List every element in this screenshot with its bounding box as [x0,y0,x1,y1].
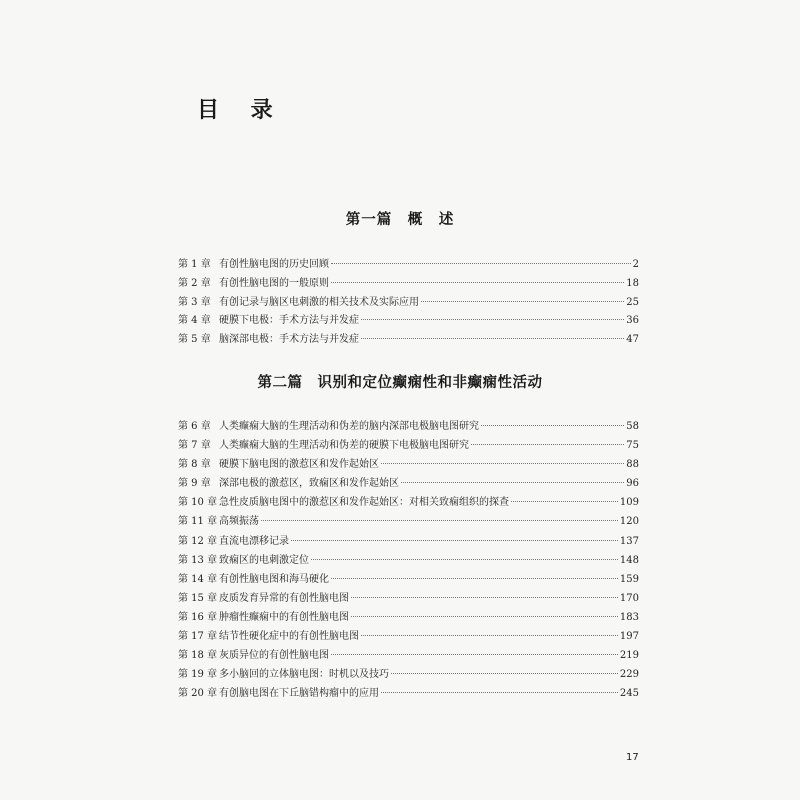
chapter-title: 肿瘤性癫痫中的有创性脑电图 [219,611,349,623]
chapter-number: 第 13 章 [178,554,218,566]
chapter-page-number: 183 [619,611,639,623]
dot-leader [381,692,618,693]
chapter-page-number: 88 [626,459,639,471]
chapter-title: 结节性硬化症中的有创性脑电图 [219,631,359,643]
chapter-title: 高频振荡 [219,516,259,528]
chapter-number: 第 12 章 [178,535,218,547]
toc-row [178,684,639,703]
chapter-number: 第 17 章 [178,631,218,643]
chapter-page-number: 18 [626,277,639,289]
dot-leader [471,444,624,445]
chapter-page-number: 159 [619,573,639,585]
chapter-page-number: 148 [619,554,639,566]
toc-row [178,570,639,589]
dot-leader [311,559,618,560]
chapter-page-number: 170 [619,592,639,604]
dot-leader [331,263,631,264]
dot-leader [481,425,624,426]
chapter-title: 有创记录与脑区电刺激的相关技术及实际应用 [219,296,419,308]
dot-leader [401,482,624,483]
chapter-page-number: 137 [619,535,639,547]
chapter-number: 第 9 章 [178,478,211,490]
dot-leader [351,597,618,598]
chapter-title: 有创性脑电图的历史回顾 [219,259,329,270]
toc-row [178,627,639,646]
part2-toc-list [178,417,639,703]
toc-row [178,312,639,331]
page-title: 目 录 [197,98,285,123]
part2-title: 第二篇 识别和定位癫痫性和非癫痫性活动 [257,375,543,391]
chapter-page-number: 36 [626,315,639,327]
chapter-title: 致痫区的电刺激定位 [219,554,309,566]
chapter-page-number: 47 [626,334,639,346]
chapter-number: 第 16 章 [178,611,218,623]
toc-row [178,331,639,350]
chapter-page-number: 2 [632,259,639,270]
chapter-title: 有创脑电图在下丘脑错构瘤中的应用 [219,688,379,700]
chapter-title: 急性皮质脑电图中的激惹区和发作起始区：对相关致痫组织的探查 [219,497,509,509]
chapter-page-number: 109 [619,497,639,509]
chapter-number: 第 2 章 [178,277,211,289]
chapter-title: 人类癫痫大脑的生理活动和伪差的硬膜下电极脑电图研究 [219,440,469,452]
toc-row [178,474,639,493]
chapter-title: 皮质发育异常的有创性脑电图 [219,592,349,604]
chapter-number: 第 10 章 [178,497,218,509]
toc-row [178,512,639,531]
dot-leader [381,463,624,464]
chapter-page-number: 219 [619,650,639,662]
part1-toc-list [178,256,639,350]
chapter-title: 多小脑回的立体脑电图：时机以及技巧 [219,669,389,681]
chapter-number: 第 14 章 [178,573,218,585]
part1-title: 第一篇 概 述 [345,212,455,228]
dot-leader [361,338,624,339]
toc-row [178,455,639,474]
chapter-page-number: 75 [626,440,639,452]
dot-leader [331,654,618,655]
toc-row [178,551,639,570]
chapter-number: 第 1 章 [178,259,211,270]
chapter-page-number: 25 [626,296,639,308]
toc-row [178,436,639,455]
chapter-title: 有创性脑电图和海马硬化 [219,573,329,585]
chapter-number: 第 15 章 [178,592,218,604]
chapter-title: 有创性脑电图的一般原则 [219,277,329,289]
chapter-title: 硬膜下脑电图的激惹区和发作起始区 [219,459,379,471]
toc-row [178,665,639,684]
toc-row [178,589,639,608]
toc-row [178,417,639,436]
toc-row [178,532,639,551]
chapter-number: 第 7 章 [178,440,211,452]
toc-row [178,275,639,294]
chapter-number: 第 8 章 [178,459,211,471]
dot-leader [511,501,618,502]
dot-leader [391,673,618,674]
chapter-number: 第 4 章 [178,315,211,327]
chapter-number: 第 19 章 [178,669,218,681]
toc-row [178,608,639,627]
chapter-page-number: 197 [619,631,639,643]
chapter-number: 第 3 章 [178,296,211,308]
chapter-number: 第 6 章 [178,421,211,432]
chapter-title: 硬膜下电极：手术方法与并发症 [219,315,359,327]
toc-row [178,493,639,512]
footer-page-number: 17 [626,752,639,763]
dot-leader [421,301,624,302]
chapter-page-number: 120 [619,516,639,528]
chapter-number: 第 11 章 [178,516,218,528]
chapter-title: 灰质异位的有创性脑电图 [219,650,329,662]
dot-leader [261,520,618,521]
toc-row [178,256,639,275]
chapter-title: 脑深部电极：手术方法与并发症 [219,334,359,346]
dot-leader [351,616,618,617]
chapter-number: 第 5 章 [178,334,211,346]
chapter-title: 人类癫痫大脑的生理活动和伪差的脑内深部电极脑电图研究 [219,421,479,432]
chapter-number: 第 20 章 [178,688,218,700]
chapter-title: 直流电漂移记录 [219,535,289,547]
dot-leader [291,540,618,541]
dot-leader [331,282,624,283]
chapter-number: 第 18 章 [178,650,218,662]
chapter-page-number: 96 [626,478,639,490]
chapter-page-number: 229 [619,669,639,681]
toc-row [178,294,639,313]
chapter-page-number: 58 [626,421,639,432]
toc-row [178,646,639,665]
dot-leader [331,578,618,579]
chapter-page-number: 245 [619,688,639,700]
dot-leader [361,319,624,320]
dot-leader [361,635,618,636]
chapter-title: 深部电极的激惹区，致痫区和发作起始区 [219,478,399,490]
